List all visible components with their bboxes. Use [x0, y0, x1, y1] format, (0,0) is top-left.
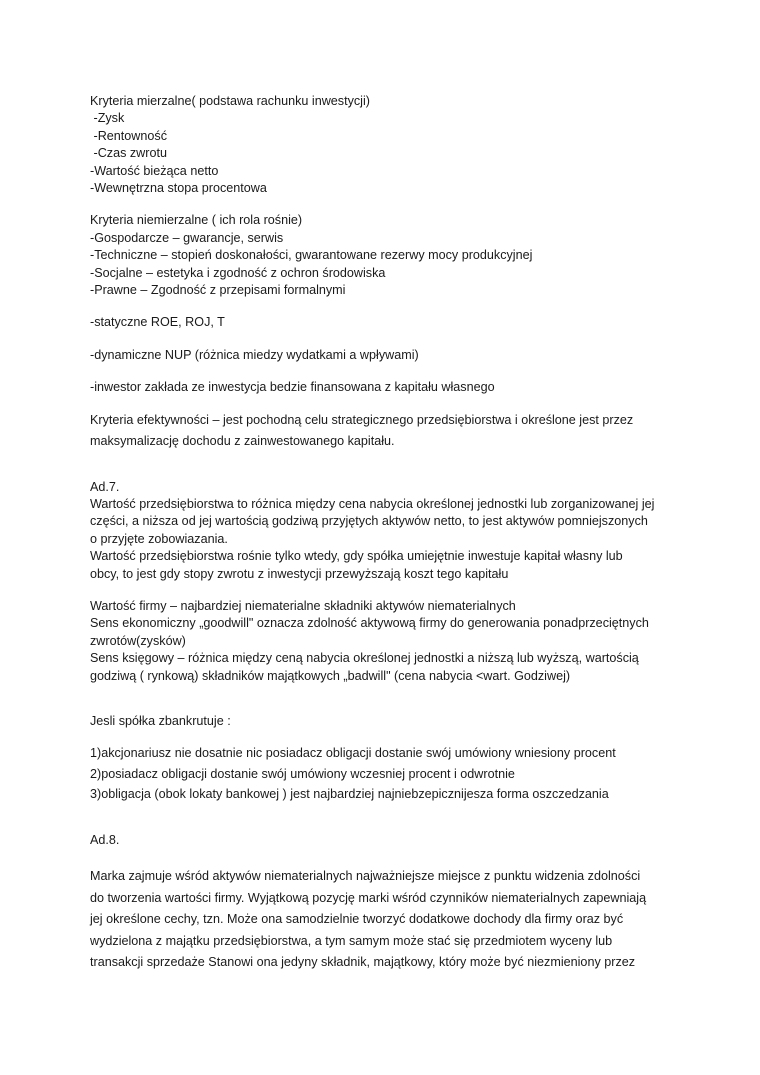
ad7-section — [90, 479, 680, 583]
measurable-criteria-item: -Czas zwrotu — [90, 146, 167, 161]
bankruptcy-section — [90, 713, 680, 804]
ad8-title: Ad.8. — [90, 832, 120, 847]
ad7-line: o przyjęte zobowiazania. — [90, 531, 228, 546]
firm-value-line: Wartość firmy – najbardziej niematerialne składniki aktywów niematerialnych — [90, 598, 516, 613]
investor-note: -inwestor zakłada ze inwestycja bedzie finansowana z kapitału własnego — [90, 380, 495, 395]
ad7-line: obcy, to jest gdy stopy zwrotu z inwestycji przewyższają koszt tego kapitału — [90, 566, 509, 581]
ad8-line: Marka zajmuje wśród aktywów niematerialnych najważniejsze miejsce z punktu widzenia zdolności — [90, 869, 641, 883]
measurable-criteria-item: -Zysk — [90, 111, 125, 126]
measurable-criteria-item: -Wartość bieżąca netto — [90, 163, 219, 178]
nonmeasurable-criteria-item: -Socjalne – estetyka i zgodność z ochron środowiska — [90, 265, 386, 280]
ad8-line: jej określone cechy, tzn. Może ona samodzielnie tworzyć dodatkowe dochody dla firmy oraz być — [90, 912, 624, 926]
ad8-paragraph — [90, 866, 680, 974]
bankruptcy-item: 2)posiadacz obligacji dostanie swój umówiony wczesniej procent i odwrotnie — [90, 766, 515, 781]
ad8-line: wydzielona z majątku przedsiębiorstwa, a tym samym może stać się przedmiotem wyceny lub — [90, 933, 613, 948]
bankruptcy-item: 3)obligacja (obok lokaty bankowej ) jest najbardziej najniebzepicznijesza forma oszczedzania — [90, 787, 609, 802]
measurable-criteria-heading: Kryteria mierzalne( podstawa rachunku inwestycji) — [90, 94, 370, 108]
measurable-criteria-section — [90, 93, 680, 197]
ad8-line: do tworzenia wartości firmy. Wyjątkową pozycję marki wśród czynników niematerialnych zapewniają — [90, 890, 647, 905]
firm-value-line: Sens ekonomiczny „goodwill" oznacza zdolność aktywową firmy do generowania ponadprzeciętnych — [90, 616, 649, 631]
nonmeasurable-criteria-item: -Prawne – Zgodność z przepisami formalnymi — [90, 283, 346, 298]
document-content — [90, 93, 680, 974]
ad8-section — [90, 832, 680, 974]
dynamic-note: -dynamiczne NUP (różnica miedzy wydatkami a wpływami) — [90, 347, 419, 362]
ad7-line: Wartość przedsiębiorstwa to różnica między cena nabycia określonej jednostki lub zorganizowanej jej — [90, 496, 655, 511]
ad7-line: części, a niższa od jej wartością godziwą przyjętych aktywów netto, to jest aktywów pomniejszonych — [90, 514, 648, 529]
ad7-line: Wartość przedsiębiorstwa rośnie tylko wtedy, gdy spółka umiejętnie inwestuje kapitał własny lub — [90, 549, 623, 564]
efficiency-paragraph — [90, 412, 680, 451]
nonmeasurable-criteria-heading: Kryteria niemierzalne ( ich rola rośnie) — [90, 213, 303, 228]
nonmeasurable-criteria-item: -Gospodarcze – gwarancje, serwis — [90, 230, 284, 245]
nonmeasurable-criteria-section — [90, 212, 680, 299]
bankruptcy-item: 1)akcjonariusz nie dosatnie nic posiadacz obligacji dostanie swój umówiony wniesiony procent — [90, 746, 616, 761]
ad7-title: Ad.7. — [90, 479, 120, 494]
efficiency-line: maksymalizację dochodu z zainwestowanego kapitału. — [90, 434, 395, 449]
firm-value-section — [90, 598, 680, 685]
measurable-criteria-item: -Rentowność — [90, 128, 167, 143]
static-note: -statyczne ROE, ROJ, T — [90, 315, 225, 330]
efficiency-line: Kryteria efektywności – jest pochodną celu strategicznego przedsiębiorstwa i określone jest przez — [90, 412, 634, 427]
firm-value-line: Sens księgowy – różnica między ceną nabycia określonej jednostki a niższą lub wyższą, wartością — [90, 651, 639, 666]
firm-value-line: zwrotów(zysków) — [90, 633, 186, 648]
nonmeasurable-criteria-item: -Techniczne – stopień doskonałości, gwarantowane rezerwy mocy produkcyjnej — [90, 248, 533, 263]
firm-value-line: godziwą ( rynkową) składników majątkowych „badwill" (cena nabycia <wart. Godziwej) — [90, 668, 571, 683]
bankruptcy-heading: Jesli spółka zbankrutuje : — [90, 713, 231, 728]
ad8-line: transakcji sprzedaże Stanowi ona jedyny składnik, majątkowy, który może być niezmieniony przez — [90, 955, 636, 969]
measurable-criteria-item: -Wewnętrzna stopa procentowa — [90, 181, 267, 196]
